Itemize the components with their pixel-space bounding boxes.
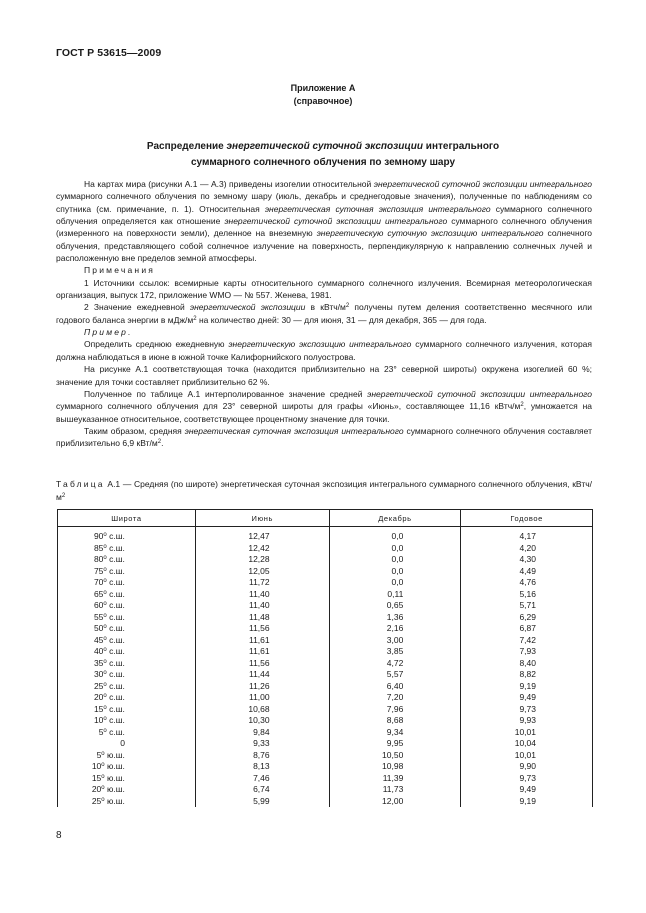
cell-december: 0,0 [329,566,461,578]
cell-annual: 7,93 [461,646,593,658]
cell-annual: 8,82 [461,669,593,681]
cell-june: 11,40 [195,589,329,601]
column-header-december: Декабрь [329,510,461,527]
body-text [56,178,592,450]
cell-june: 9,84 [195,727,329,739]
table-row [58,577,593,589]
cell-annual: 10,01 [461,727,593,739]
cell-june: 9,33 [195,738,329,750]
table-row [58,646,593,658]
table-row [58,612,593,624]
cell-annual: 6,87 [461,623,593,635]
section-title-part: Распределение [146,141,227,152]
cell-latitude: $45^о$ с.ш. [58,635,196,647]
section-title-line2: суммарного солнечного облучения по земному шару [190,157,456,168]
table-row [58,566,593,578]
cell-december: 3,85 [329,646,461,658]
cell-december: 2,16 [329,623,461,635]
cell-december: 9,34 [329,727,461,739]
cell-june: 12,05 [195,566,329,578]
cell-june: 10,30 [195,715,329,727]
cell-latitude: $5^о$ ю.ш. [58,750,196,762]
table-row [58,796,593,808]
notes-label: Примечания [84,265,156,276]
section-title [60,139,586,171]
cell-latitude: $25^о$ с.ш. [58,681,196,693]
cell-june: 5,99 [195,796,329,808]
table-row [58,692,593,704]
cell-annual: 9,90 [461,761,593,773]
section-title-part: интегрального [423,141,500,152]
section-title-italic: энергетической суточной экспозиции [226,141,424,152]
cell-latitude: $15^о$ с.ш. [58,704,196,716]
table-row [58,635,593,647]
appendix-title: Приложение А [290,83,356,93]
cell-june: 8,13 [195,761,329,773]
cell-annual: 9,93 [461,715,593,727]
example-4: Таким образом, средняя энергетическая суточная экспозиция интегрального суммарного солнечного облучения составляет приблизительно 6,9 кВт/$м^2$. [56,425,592,449]
page-number: 8 [56,830,62,841]
cell-annual: 5,71 [461,600,593,612]
cell-latitude: 0 [58,738,196,750]
cell-december: 0,0 [329,543,461,555]
cell-june: 10,68 [195,704,329,716]
table-row [58,527,593,543]
cell-december: 0,11 [329,589,461,601]
column-header-latitude: Широта [58,510,196,527]
cell-december: 7,20 [329,692,461,704]
cell-december: 7,96 [329,704,461,716]
table-row [58,681,593,693]
table-row [58,554,593,566]
cell-december: 0,0 [329,554,461,566]
table-row [58,589,593,601]
cell-december: 0,0 [329,527,461,543]
cell-june: 12,42 [195,543,329,555]
latitude-exposure-table [57,509,593,807]
appendix-subtitle: (справочное) [293,96,353,106]
cell-latitude: $50^о$ с.ш. [58,623,196,635]
table-row [58,658,593,670]
cell-december: 12,00 [329,796,461,808]
cell-latitude: $85^о$ с.ш. [58,543,196,555]
cell-june: 11,44 [195,669,329,681]
table-row [58,750,593,762]
cell-annual: 10,04 [461,738,593,750]
table-row [58,761,593,773]
cell-june: 8,76 [195,750,329,762]
cell-latitude: $30^о$ с.ш. [58,669,196,681]
example-2: На рисунке А.1 соответствующая точка (находится приблизительно на 23° северной широты) окружена изогелией 60 %; значение для точки составляет приблизительно 62 %. [56,364,592,387]
cell-latitude: $55^о$ с.ш. [58,612,196,624]
cell-december: 0,0 [329,577,461,589]
cell-december: 0,65 [329,600,461,612]
cell-latitude: $20^о$ с.ш. [58,692,196,704]
intro-paragraph: На картах мира (рисунки А.1 — А.3) приведены изогелии относительной энергетической суточной экспозиции интегрального суммарного солнечного облучения по земному шару (июль, декабрь и среднегодовые значения), полученные по наблюдениям со спутника (см. примечание, п. 1). Относительная энергетическая суточная экспозиция интегрального суммарного солнечного облучения определяется как отношение энергетической суточной экспозиции интегрального суммарного солнечного облучения (измеренного на поверхности земли), деленное на внеземную энергетическую суточную экспозицию интегрального солнечного облучения, представляющего собой солнечное излучение на поверхность, перпендикулярную к направлению солнечных лучей и расположенную вне пределов земной атмосферы. [56,179,593,264]
cell-june: 11,56 [195,658,329,670]
table-row [58,600,593,612]
cell-december: 1,36 [329,612,461,624]
cell-latitude: $70^о$ с.ш. [58,577,196,589]
example-label: Пример. [84,327,133,338]
cell-annual: 9,19 [461,796,593,808]
cell-latitude: $5^о$ с.ш. [58,727,196,739]
cell-december: 9,95 [329,738,461,750]
cell-june: 12,47 [195,527,329,543]
cell-june: 11,26 [195,681,329,693]
table-row [58,623,593,635]
table-row [58,784,593,796]
cell-annual: 7,42 [461,635,593,647]
cell-annual: 9,49 [461,784,593,796]
table-row [58,727,593,739]
cell-annual: 8,40 [461,658,593,670]
cell-annual: 6,29 [461,612,593,624]
cell-annual: 5,16 [461,589,593,601]
column-header-annual: Годовое [461,510,593,527]
cell-latitude: $65^о$ с.ш. [58,589,196,601]
note-2: 2 Значение ежедневной энергетической экспозиции в кВтч/$м^2$ получены путем деления соответственно месячного или годового баланса энергии в мДж/$м^2$ на количество дней: 30 — для июня, 31 — для декабря, 365 — для года. [56,302,592,325]
cell-annual: 10,01 [461,750,593,762]
cell-latitude: $25^о$ ю.ш. [58,796,196,808]
cell-annual: 9,73 [461,773,593,785]
table-row [58,715,593,727]
cell-june: 11,48 [195,612,329,624]
cell-latitude: $20^о$ ю.ш. [58,784,196,796]
example-1: Определить среднюю ежедневную энергетическую экспозицию интегрального суммарного солнечного излучения, которая должна наблюдаться в июне в южной точке Калифорнийского полуострова. [56,339,592,362]
cell-annual: 9,19 [461,681,593,693]
cell-december: 10,98 [329,761,461,773]
cell-latitude: $40^о$ с.ш. [58,646,196,658]
note-1: 1 Источники ссылок: всемирные карты относительного суммарного солнечного излучения. Всемирная метеорологическая организация, выпуск 172, приложение WMO — № 557. Женева, 1981. [56,277,592,301]
cell-june: 11,72 [195,577,329,589]
cell-june: 11,00 [195,692,329,704]
cell-december: 10,50 [329,750,461,762]
cell-december: 5,57 [329,669,461,681]
cell-december: 11,39 [329,773,461,785]
cell-latitude: $10^о$ с.ш. [58,715,196,727]
table-caption: Таблица А.1 — Средняя (по широте) энергетическая суточная экспозиция интегрального суммарного солнечного облучения, кВтч/$м^2$ [56,479,592,502]
cell-annual: 9,73 [461,704,593,716]
document-header: ГОСТ Р 53615—2009 [56,47,162,59]
column-header-june: Июнь [195,510,329,527]
cell-latitude: $80^о$ с.ш. [58,554,196,566]
cell-june: 7,46 [195,773,329,785]
cell-december: 3,00 [329,635,461,647]
cell-annual: 4,76 [461,577,593,589]
example-3: Полученное по таблице А.1 интерполированное значение средней энергетической суточной экспозиции интегрального суммарного солнечного облучения для 23° северной широты для графы «Июнь», составляющее 11,16 кВтч/$м^2$, умножается на вышеуказанное относительное, соответствующее процентному значение для точки. [56,388,592,424]
cell-annual: 4,49 [461,566,593,578]
table-row [58,738,593,750]
cell-december: 8,68 [329,715,461,727]
cell-june: 11,40 [195,600,329,612]
table-row [58,543,593,555]
cell-latitude: $90^о$ с.ш. [58,527,196,543]
cell-latitude: $60^о$ с.ш. [58,600,196,612]
table-row [58,704,593,716]
cell-june: 6,74 [195,784,329,796]
cell-annual: 4,17 [461,527,593,543]
cell-june: 11,61 [195,646,329,658]
cell-latitude: $35^о$ с.ш. [58,658,196,670]
cell-annual: 9,49 [461,692,593,704]
table-row [58,773,593,785]
cell-annual: 4,30 [461,554,593,566]
table-row [58,669,593,681]
cell-june: 11,56 [195,623,329,635]
cell-annual: 4,20 [461,543,593,555]
cell-december: 6,40 [329,681,461,693]
cell-latitude: $75^о$ с.ш. [58,566,196,578]
cell-june: 12,28 [195,554,329,566]
cell-latitude: $10^о$ ю.ш. [58,761,196,773]
cell-december: 11,73 [329,784,461,796]
cell-december: 4,72 [329,658,461,670]
cell-latitude: $15^о$ ю.ш. [58,773,196,785]
table-header-row [58,510,593,527]
cell-june: 11,61 [195,635,329,647]
